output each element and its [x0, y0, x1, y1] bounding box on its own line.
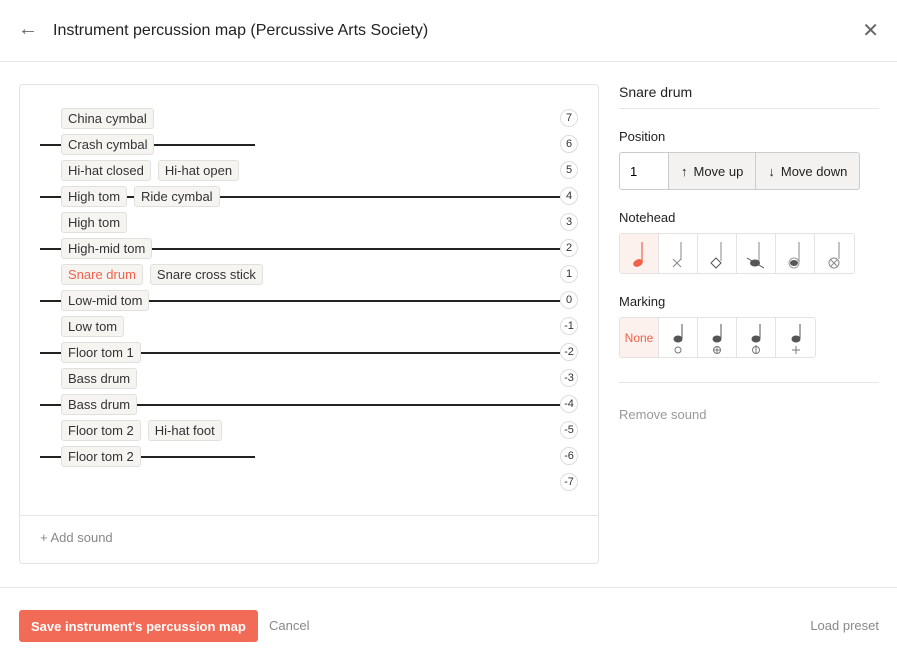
map-row [20, 264, 598, 284]
selected-sound-title: Snare drum [619, 84, 879, 109]
map-row [20, 238, 598, 258]
marking-label: Marking [619, 294, 666, 309]
move-up-button[interactable] [669, 152, 756, 190]
sound-chip[interactable]: Snare drum [61, 264, 143, 285]
back-arrow-icon[interactable]: ← [18, 18, 38, 40]
save-button[interactable]: Save instrument's percussion map [19, 610, 258, 642]
position-badge: 5 [560, 161, 578, 179]
sound-chip[interactable]: Low tom [61, 316, 124, 337]
arrow-up-icon: ↑ [681, 163, 688, 179]
position-badge: -2 [560, 343, 578, 361]
map-row [20, 108, 598, 128]
map-row [20, 342, 598, 362]
cancel-button[interactable]: Cancel [269, 618, 310, 633]
notehead-label: Notehead [619, 210, 676, 225]
map-row [20, 368, 598, 388]
position-badge: 4 [560, 187, 578, 205]
position-badge: -3 [560, 369, 578, 387]
sound-chip[interactable]: Floor tom 2 [61, 420, 141, 441]
sound-chip[interactable]: High tom [61, 186, 127, 207]
notehead-slashed-icon[interactable] [737, 234, 776, 273]
dialog-title: Instrument percussion map (Percussive Arts Society) [53, 22, 429, 39]
position-badge: 6 [560, 135, 578, 153]
position-input[interactable] [619, 152, 669, 190]
close-icon[interactable]: ✕ [862, 20, 879, 42]
load-preset-button[interactable]: Load preset [810, 618, 879, 633]
marking-circle-line-icon[interactable] [737, 318, 776, 357]
map-row [20, 472, 598, 492]
map-row [20, 212, 598, 232]
dialog-header [0, 0, 897, 62]
position-badge: -4 [560, 395, 578, 413]
dialog-footer [0, 587, 897, 660]
sound-chip[interactable]: Hi-hat open [158, 160, 239, 181]
sound-settings-panel [619, 84, 879, 422]
position-badge: -5 [560, 421, 578, 439]
sound-chip[interactable]: High tom [61, 212, 127, 233]
position-badge: 3 [560, 213, 578, 231]
sound-chip[interactable]: Bass drum [61, 394, 137, 415]
map-row [20, 186, 598, 206]
percussion-map [19, 84, 599, 564]
sound-chip[interactable]: China cymbal [61, 108, 154, 129]
notehead-options [619, 233, 855, 274]
notehead-circled-icon[interactable] [776, 234, 815, 273]
position-badge: 2 [560, 239, 578, 257]
marking-none-option[interactable]: None [620, 318, 659, 357]
arrow-down-icon: ↓ [768, 163, 775, 179]
position-badge: -1 [560, 317, 578, 335]
map-row [20, 134, 598, 154]
remove-sound-button[interactable]: Remove sound [619, 407, 707, 422]
move-up-label: Move up [693, 163, 744, 179]
sound-chip[interactable]: Crash cymbal [61, 134, 154, 155]
sound-chip[interactable]: Floor tom 1 [61, 342, 141, 363]
position-label: Position [619, 129, 666, 144]
notehead-x-icon[interactable] [659, 234, 698, 273]
position-badge: 7 [560, 109, 578, 127]
move-down-button[interactable] [756, 152, 860, 190]
map-row [20, 290, 598, 310]
sound-chip[interactable]: Low-mid tom [61, 290, 149, 311]
add-sound-button[interactable]: + Add sound [20, 515, 598, 559]
notehead-circle-x-icon[interactable] [815, 234, 854, 273]
marking-options [619, 317, 816, 358]
map-row [20, 420, 598, 440]
map-row [20, 316, 598, 336]
map-row [20, 394, 598, 414]
marking-circle-plus-icon[interactable] [698, 318, 737, 357]
sound-chip[interactable]: Floor tom 2 [61, 446, 141, 467]
divider [619, 382, 879, 383]
sound-chip[interactable]: Snare cross stick [150, 264, 263, 285]
marking-plus-icon[interactable] [776, 318, 815, 357]
marking-open-icon[interactable] [659, 318, 698, 357]
position-badge: 1 [560, 265, 578, 283]
position-badge: 0 [560, 291, 578, 309]
move-down-label: Move down [780, 163, 848, 179]
position-badge: -7 [560, 473, 578, 491]
notehead-diamond-icon[interactable] [698, 234, 737, 273]
sound-chip[interactable]: Hi-hat foot [148, 420, 222, 441]
notehead-normal-icon[interactable] [620, 234, 659, 273]
map-row [20, 446, 598, 466]
sound-chip[interactable]: High-mid tom [61, 238, 152, 259]
map-row [20, 160, 598, 180]
sound-chip[interactable]: Ride cymbal [134, 186, 220, 207]
sound-chip[interactable]: Bass drum [61, 368, 137, 389]
sound-chip[interactable]: Hi-hat closed [61, 160, 151, 181]
position-badge: -6 [560, 447, 578, 465]
